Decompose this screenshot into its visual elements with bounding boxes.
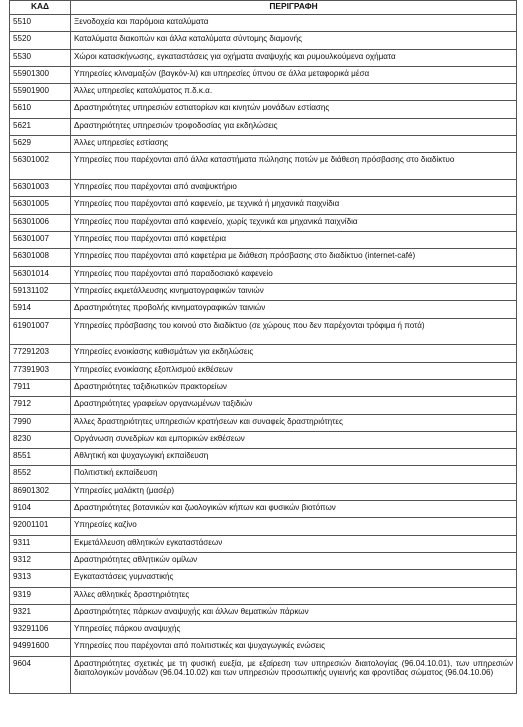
table-row bbox=[10, 604, 517, 621]
kad-code-cell: 9104 bbox=[10, 501, 71, 518]
description-cell: Υπηρεσίες που παρέχονται από αναψυκτήριο bbox=[71, 180, 517, 197]
kad-table-container bbox=[9, 0, 516, 694]
description-cell: Δραστηριότητες σχετικές με τη φυσική ευεξία, με εξαίρεση των υπηρεσιών διαιτολογίας (96.04.10.01), των υπηρεσιών διαιτολογικών μονάδων (96.04.10.02) και των υπηρεσιών προσωπικής υγιεινής και φροντίδας σώματος (96.04.10.06) bbox=[71, 656, 517, 693]
kad-code-cell: 8230 bbox=[10, 431, 71, 448]
kad-code-cell: 8552 bbox=[10, 466, 71, 483]
kad-code-cell: 9319 bbox=[10, 587, 71, 604]
description-cell: Υπηρεσίες που παρέχονται από άλλα καταστήματα πώλησης ποτών με διάθεση πρόσβασης στο διαδίκτυο bbox=[71, 153, 517, 180]
description-cell: Άλλες υπηρεσίες καταλύματος π.δ.κ.α. bbox=[71, 84, 517, 101]
table-row bbox=[10, 136, 517, 153]
kad-code-cell: 5621 bbox=[10, 118, 71, 135]
table-row bbox=[10, 32, 517, 49]
description-cell: Δραστηριότητες βοτανικών και ζωολογικών κήπων και φυσικών βιοτόπων bbox=[71, 501, 517, 518]
description-cell: Υπηρεσίες κλιναμαξών (βαγκόν-λι) και υπηρεσίες ύπνου σε άλλα μεταφορικά μέσα bbox=[71, 66, 517, 83]
description-cell: Υπηρεσίες που παρέχονται από πολιτιστικές και ψυχαγωγικές ενώσεις bbox=[71, 639, 517, 656]
kad-code-cell: 7912 bbox=[10, 397, 71, 414]
kad-code-cell: 5510 bbox=[10, 15, 71, 32]
table-row bbox=[10, 180, 517, 197]
table-row bbox=[10, 214, 517, 231]
description-cell: Άλλες δραστηριότητες υπηρεσιών κρατήσεων και συναφείς δραστηριότητες bbox=[71, 414, 517, 431]
kad-code-cell: 5629 bbox=[10, 136, 71, 153]
table-row bbox=[10, 449, 517, 466]
table-row bbox=[10, 345, 517, 362]
table-row bbox=[10, 466, 517, 483]
table-row bbox=[10, 197, 517, 214]
description-cell: Υπηρεσίες που παρέχονται από παραδοσιακό καφενείο bbox=[71, 266, 517, 283]
table-row bbox=[10, 66, 517, 83]
table-row bbox=[10, 301, 517, 318]
kad-code-cell: 61901007 bbox=[10, 318, 71, 345]
description-cell: Υπηρεσίες ενοικίασης εξοπλισμού εκθέσεων bbox=[71, 362, 517, 379]
description-cell: Ξενοδοχεία και παρόμοια καταλύματα bbox=[71, 15, 517, 32]
description-cell: Δραστηριότητες πάρκων αναψυχής και άλλων θεματικών πάρκων bbox=[71, 604, 517, 621]
table-row bbox=[10, 101, 517, 118]
kad-code-cell: 56301005 bbox=[10, 197, 71, 214]
kad-code-cell: 5520 bbox=[10, 32, 71, 49]
table-row bbox=[10, 397, 517, 414]
table-row bbox=[10, 656, 517, 693]
description-cell: Καταλύματα διακοπών και άλλα καταλύματα σύντομης διαμονής bbox=[71, 32, 517, 49]
kad-code-cell: 9604 bbox=[10, 656, 71, 693]
kad-code-cell: 8551 bbox=[10, 449, 71, 466]
kad-code-cell: 55901900 bbox=[10, 84, 71, 101]
kad-code-cell: 86901302 bbox=[10, 483, 71, 500]
kad-code-cell: 55901300 bbox=[10, 66, 71, 83]
kad-code-cell: 56301008 bbox=[10, 249, 71, 266]
kad-code-cell: 5914 bbox=[10, 301, 71, 318]
kad-code-cell: 92001101 bbox=[10, 518, 71, 535]
table-row bbox=[10, 414, 517, 431]
table-row bbox=[10, 249, 517, 266]
table-row bbox=[10, 535, 517, 552]
table-row bbox=[10, 49, 517, 66]
kad-code-cell: 9321 bbox=[10, 604, 71, 621]
kad-code-cell: 7911 bbox=[10, 379, 71, 396]
table-row bbox=[10, 362, 517, 379]
table-row bbox=[10, 622, 517, 639]
kad-code-cell: 56301006 bbox=[10, 214, 71, 231]
table-row bbox=[10, 318, 517, 345]
description-cell: Υπηρεσίες πρόσβασης του κοινού στο διαδίκτυο (σε χώρους που δεν παρέχονται τρόφιμα ή ποτά) bbox=[71, 318, 517, 345]
header-row bbox=[10, 1, 517, 15]
table-row bbox=[10, 232, 517, 249]
table-row bbox=[10, 587, 517, 604]
table-row bbox=[10, 501, 517, 518]
kad-code-cell: 9313 bbox=[10, 570, 71, 587]
description-cell: Δραστηριότητες αθλητικών ομίλων bbox=[71, 552, 517, 569]
kad-code-cell: 56301014 bbox=[10, 266, 71, 283]
column-header-code: ΚΑΔ bbox=[10, 1, 71, 15]
kad-code-cell: 56301007 bbox=[10, 232, 71, 249]
description-cell: Πολιτιστική εκπαίδευση bbox=[71, 466, 517, 483]
description-cell: Άλλες υπηρεσίες εστίασης bbox=[71, 136, 517, 153]
description-cell: Υπηρεσίες που παρέχονται από καφετέρια bbox=[71, 232, 517, 249]
table-row bbox=[10, 518, 517, 535]
description-cell: Υπηρεσίες καζίνο bbox=[71, 518, 517, 535]
table-row bbox=[10, 639, 517, 656]
table-row bbox=[10, 84, 517, 101]
table-row bbox=[10, 431, 517, 448]
kad-code-cell: 94991600 bbox=[10, 639, 71, 656]
table-row bbox=[10, 379, 517, 396]
description-cell: Δραστηριότητες γραφείων οργανωμένων ταξιδιών bbox=[71, 397, 517, 414]
kad-code-cell: 5610 bbox=[10, 101, 71, 118]
description-cell: Χώροι κατασκήνωσης, εγκαταστάσεις για οχήματα αναψυχής και ρυμουλκούμενα οχήματα bbox=[71, 49, 517, 66]
description-cell: Εκμετάλλευση αθλητικών εγκαταστάσεων bbox=[71, 535, 517, 552]
description-cell: Δραστηριότητες υπηρεσιών τροφοδοσίας για εκδηλώσεις bbox=[71, 118, 517, 135]
table-row bbox=[10, 552, 517, 569]
description-cell: Εγκαταστάσεις γυμναστικής bbox=[71, 570, 517, 587]
kad-code-cell: 93291106 bbox=[10, 622, 71, 639]
kad-code-cell: 56301003 bbox=[10, 180, 71, 197]
table-row bbox=[10, 570, 517, 587]
table-row bbox=[10, 153, 517, 180]
kad-table bbox=[9, 0, 517, 694]
description-cell: Υπηρεσίες ενοικίασης καθισμάτων για εκδηλώσεις bbox=[71, 345, 517, 362]
table-row bbox=[10, 483, 517, 500]
kad-code-cell: 9311 bbox=[10, 535, 71, 552]
kad-code-cell: 77391903 bbox=[10, 362, 71, 379]
description-cell: Υπηρεσίες που παρέχονται από καφενείο, χωρίς τεχνικά και μηχανικά παιχνίδια bbox=[71, 214, 517, 231]
table-row bbox=[10, 283, 517, 300]
description-cell: Υπηρεσίες πάρκου αναψυχής bbox=[71, 622, 517, 639]
kad-code-cell: 59131102 bbox=[10, 283, 71, 300]
kad-code-cell: 9312 bbox=[10, 552, 71, 569]
kad-code-cell: 56301002 bbox=[10, 153, 71, 180]
kad-code-cell: 5530 bbox=[10, 49, 71, 66]
kad-code-cell: 77291203 bbox=[10, 345, 71, 362]
description-cell: Υπηρεσίες που παρέχονται από καφενείο, με τεχνικά ή μηχανικά παιχνίδια bbox=[71, 197, 517, 214]
table-row bbox=[10, 15, 517, 32]
description-cell: Δραστηριότητες υπηρεσιών εστιατορίων και κινητών μονάδων εστίασης bbox=[71, 101, 517, 118]
table-row bbox=[10, 118, 517, 135]
description-cell: Υπηρεσίες εκμετάλλευσης κινηματογραφικών ταινιών bbox=[71, 283, 517, 300]
description-cell: Υπηρεσίες που παρέχονται από καφετέρια με διάθεση πρόσβασης στο διαδίκτυο (internet-café) bbox=[71, 249, 517, 266]
description-cell: Άλλες αθλητικές δραστηριότητες bbox=[71, 587, 517, 604]
description-cell: Οργάνωση συνεδρίων και εμπορικών εκθέσεων bbox=[71, 431, 517, 448]
table-body bbox=[10, 15, 517, 694]
kad-code-cell: 7990 bbox=[10, 414, 71, 431]
table-row bbox=[10, 266, 517, 283]
description-cell: Δραστηριότητες προβολής κινηματογραφικών ταινιών bbox=[71, 301, 517, 318]
description-cell: Δραστηριότητες ταξιδιωτικών πρακτορείων bbox=[71, 379, 517, 396]
column-header-description: ΠΕΡΙΓΡΑΦΗ bbox=[71, 1, 517, 15]
description-cell: Υπηρεσίες μαλάκτη (μασέρ) bbox=[71, 483, 517, 500]
description-cell: Αθλητική και ψυχαγωγική εκπαίδευση bbox=[71, 449, 517, 466]
